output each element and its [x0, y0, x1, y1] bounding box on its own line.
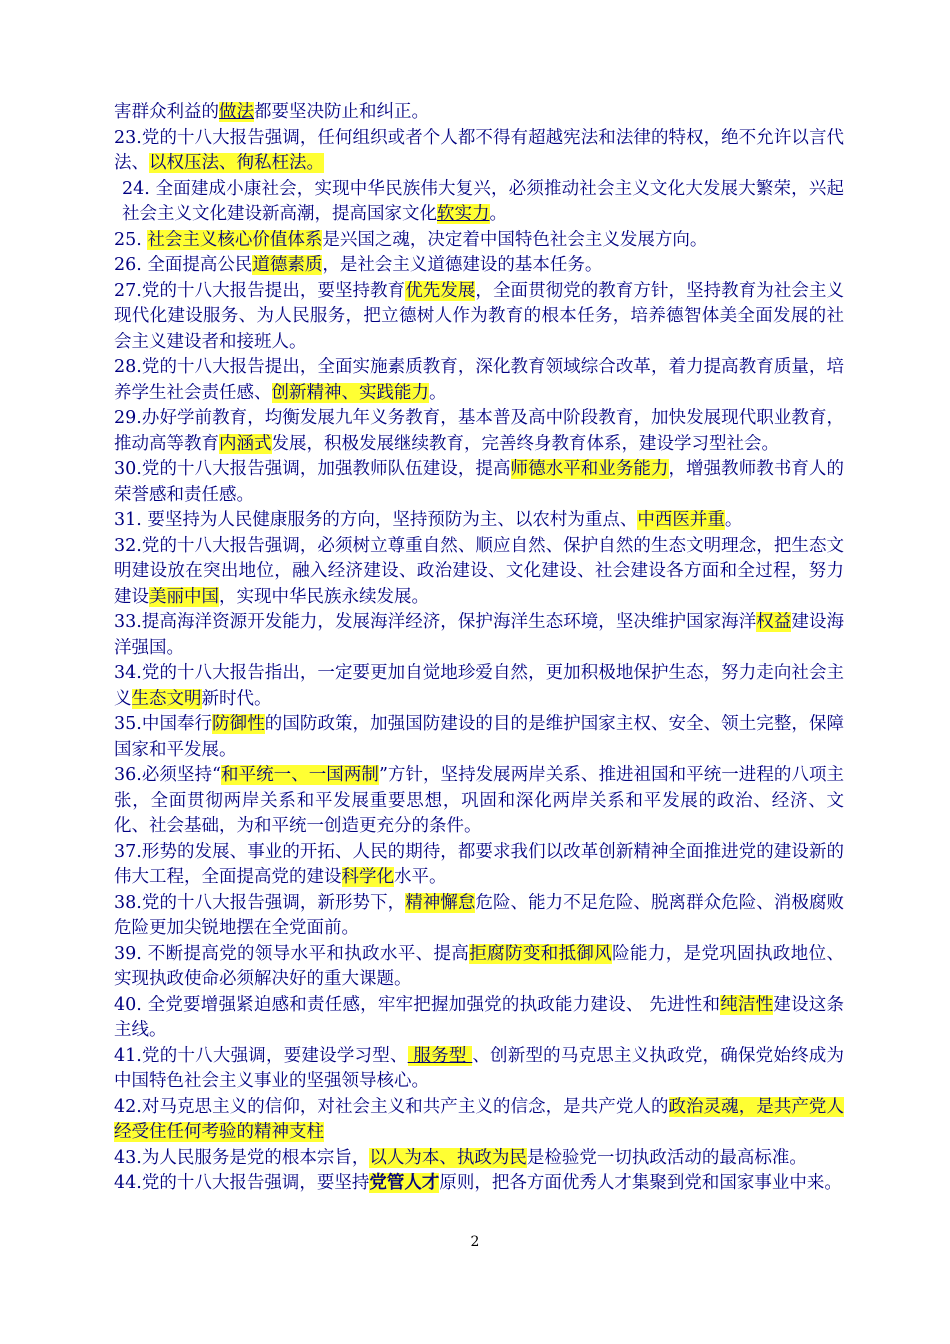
question-text: 。 — [489, 204, 507, 224]
highlighted-answer: 中西医并重 — [637, 510, 725, 530]
question-text: 25. — [114, 229, 148, 250]
highlighted-answer: 内涵式 — [219, 433, 272, 454]
question-item — [114, 1095, 844, 1146]
question-text: ”方针，坚持发展两岸关系、推进祖国和平统一进程的八项主张，全面贯彻两岸关系和平发展重要思想，巩固和深化两岸关系和平发展的政治、经济、文化、社会基础，为和平统一创造更充分的条件。 — [114, 765, 845, 836]
highlighted-answer: 软实力 — [437, 204, 490, 224]
question-text: 新时代。 — [201, 688, 272, 709]
question-item — [114, 534, 844, 611]
question-text: 水平。 — [394, 867, 447, 887]
question-text: ，实现中华民族永续发展。 — [219, 586, 429, 607]
question-item — [114, 610, 844, 661]
question-text: 37.形势的发展、事业的开拓、人民的期待，都要求我们以改革创新精神全面推进党的建设新的伟大工程，全面提高党的建设 — [114, 841, 844, 887]
highlighted-answer: 师德水平和业务能力 — [510, 459, 669, 479]
highlighted-answer: 精神懈怠 — [405, 892, 476, 913]
question-text: 的国防政策，加强国防建设的目的是维护国家主权、安全、领土完整，保障国家和平发展。 — [114, 714, 845, 760]
question-text: ，是社会主义道德建设的基本任务。 — [322, 255, 603, 275]
question-text: 34.党的十八大报告指出，一定要更加自觉地珍爱自然，更加积极地保护生态，努力走向社会主义 — [114, 663, 844, 709]
question-item — [114, 763, 844, 840]
question-text: 42.对马克思主义的信仰，对社会主义和共产主义的信念，是共产党人的 — [114, 1096, 669, 1117]
question-item — [114, 508, 844, 534]
question-text: 31. 要坚持为人民健康服务的方向，坚持预防为主、以农村为重点、 — [114, 510, 638, 530]
question-item — [114, 126, 844, 177]
question-item — [114, 177, 844, 228]
question-item — [114, 228, 844, 254]
highlighted-answer: 以人为本、执政为民 — [369, 1147, 527, 1168]
highlighted-answer: 做法 — [219, 102, 254, 122]
question-text: 33.提高海洋资源开发能力，发展海洋经济，保护海洋生态环境，坚决维护国家海洋 — [114, 612, 757, 632]
question-text: 43.为人民服务是党的根本宗旨， — [114, 1147, 370, 1168]
question-item — [114, 1171, 844, 1197]
question-item — [114, 1146, 844, 1172]
question-text: 是检验党一切执政活动的最高标准。 — [526, 1147, 807, 1168]
question-text: 44.党的十八大报告强调，要坚持 — [114, 1173, 370, 1193]
question-text: 、创新型的马克思主义执政党，确保党始终成为中国特色社会主义事业的坚强领导核心。 — [114, 1045, 844, 1091]
question-item — [114, 100, 844, 126]
question-text: 。 — [429, 382, 447, 403]
highlighted-answer: 政治灵魂，是共产党人经受住任何考验的精神支柱 — [114, 1096, 844, 1142]
question-item — [114, 993, 844, 1044]
highlighted-answer: 党管人才 — [369, 1173, 440, 1193]
question-item — [114, 661, 844, 712]
question-item — [114, 1044, 844, 1095]
page-number: 2 — [470, 1234, 480, 1250]
question-text: 40. 全党要增强紧迫感和责任感，牢牢把握加强党的执政能力建设、 先进性和 — [114, 994, 721, 1015]
highlighted-answer: 防御性 — [212, 714, 265, 734]
question-item — [114, 406, 844, 457]
question-text: 32.党的十八大报告强调，必须树立尊重自然、顺应自然、保护自然的生态文明理念，把生态文明建设放在突出地位，融入经济建设、政治建设、文化建设、社会建设各方面和全过程，努力建设 — [114, 535, 844, 607]
question-text: 23.党的十八大报告强调，任何组织或者个人都不得有超越宪法和法律的特权，绝不允许以言代法、 — [114, 127, 844, 173]
question-text: 41.党的十八大强调，要建设学习型、 — [114, 1045, 408, 1066]
question-text: 36.必须坚持“ — [114, 765, 221, 785]
question-text: 28.党的十八大报告提出，全面实施素质教育，深化教育领域综合改革，着力提高教育质量，培养学生社会责任感、 — [114, 357, 844, 403]
question-item — [114, 355, 844, 406]
question-text: 害群众利益的 — [114, 102, 219, 122]
question-text: 26. 全面提高公民 — [114, 255, 253, 275]
highlighted-answer: 权益 — [756, 612, 792, 632]
highlighted-answer: 科学化 — [341, 867, 394, 887]
question-item — [114, 279, 844, 356]
highlighted-answer: 拒腐防变和抵御风 — [469, 943, 613, 964]
question-text: 38.党的十八大报告强调，新形势下， — [114, 892, 406, 913]
highlighted-answer: 道德素质 — [252, 255, 323, 275]
highlighted-answer: 和平统一、一国两制 — [221, 765, 379, 785]
highlighted-answer: 优先发展 — [405, 280, 476, 301]
question-text: 27.党的十八大报告提出，要坚持教育 — [114, 280, 406, 301]
question-text: 都要坚决防止和纠正。 — [254, 102, 429, 122]
question-text: ，增强教师教书育人的荣誉感和责任感。 — [114, 459, 844, 505]
question-item — [114, 457, 844, 508]
question-text: 是兴国之魂，决定着中国特色社会主义发展方向。 — [322, 229, 708, 250]
document-body — [114, 100, 844, 1197]
question-text: 29.办好学前教育，均衡发展九年义务教育，基本普及高中阶段教育，加快发展现代职业教育，推动高等教育 — [114, 408, 844, 454]
question-text: 24. 全面建成小康社会，实现中华民族伟大复兴，必须推动社会主义文化大发展大繁荣，兴起社会主义文化建设新高潮，提高国家文化 — [122, 178, 844, 224]
question-text: 。 — [724, 510, 743, 530]
question-text: 发展，积极发展继续教育，完善终身教育体系，建设学习型社会。 — [271, 433, 779, 454]
question-text: 危险、能力不足危险、脱离群众危险、消极腐败危险更加尖锐地摆在全党面前。 — [114, 892, 844, 938]
question-item — [114, 942, 844, 993]
question-item — [114, 253, 844, 279]
question-text: 建设这条主线。 — [114, 994, 844, 1040]
highlighted-answer: 创新精神、实践能力 — [271, 382, 429, 403]
highlighted-answer: 生态文明 — [131, 688, 202, 709]
question-text: 建设海洋强国。 — [114, 612, 845, 658]
highlighted-answer: 以权压法、徇私枉法。 — [149, 153, 324, 173]
question-text: 39. 不断提高党的领导水平和执政水平、提高 — [114, 943, 470, 964]
question-text: 35.中国奉行 — [114, 714, 213, 734]
highlighted-answer: 社会主义核心价值体系 — [147, 229, 323, 250]
highlighted-answer: 纯洁性 — [720, 994, 774, 1015]
highlighted-answer: 服务型 — [407, 1045, 473, 1066]
question-text: 险能力，是党巩固执政地位、实现执政使命必须解决好的重大课题。 — [114, 943, 844, 989]
question-item — [114, 840, 844, 891]
question-text: ，全面贯彻党的教育方针，坚持教育为社会主义现代化建设服务、为人民服务，把立德树人作为教育的根本任务，培养德智体美全面发展的社会主义建设者和接班人。 — [114, 280, 844, 352]
question-text: 30.党的十八大报告强调，加强教师队伍建设，提高 — [114, 459, 511, 479]
question-item — [114, 712, 844, 763]
question-item — [114, 891, 844, 942]
question-text: 原则，把各方面优秀人才集聚到党和国家事业中来。 — [439, 1173, 842, 1193]
highlighted-answer: 美丽中国 — [149, 586, 219, 607]
